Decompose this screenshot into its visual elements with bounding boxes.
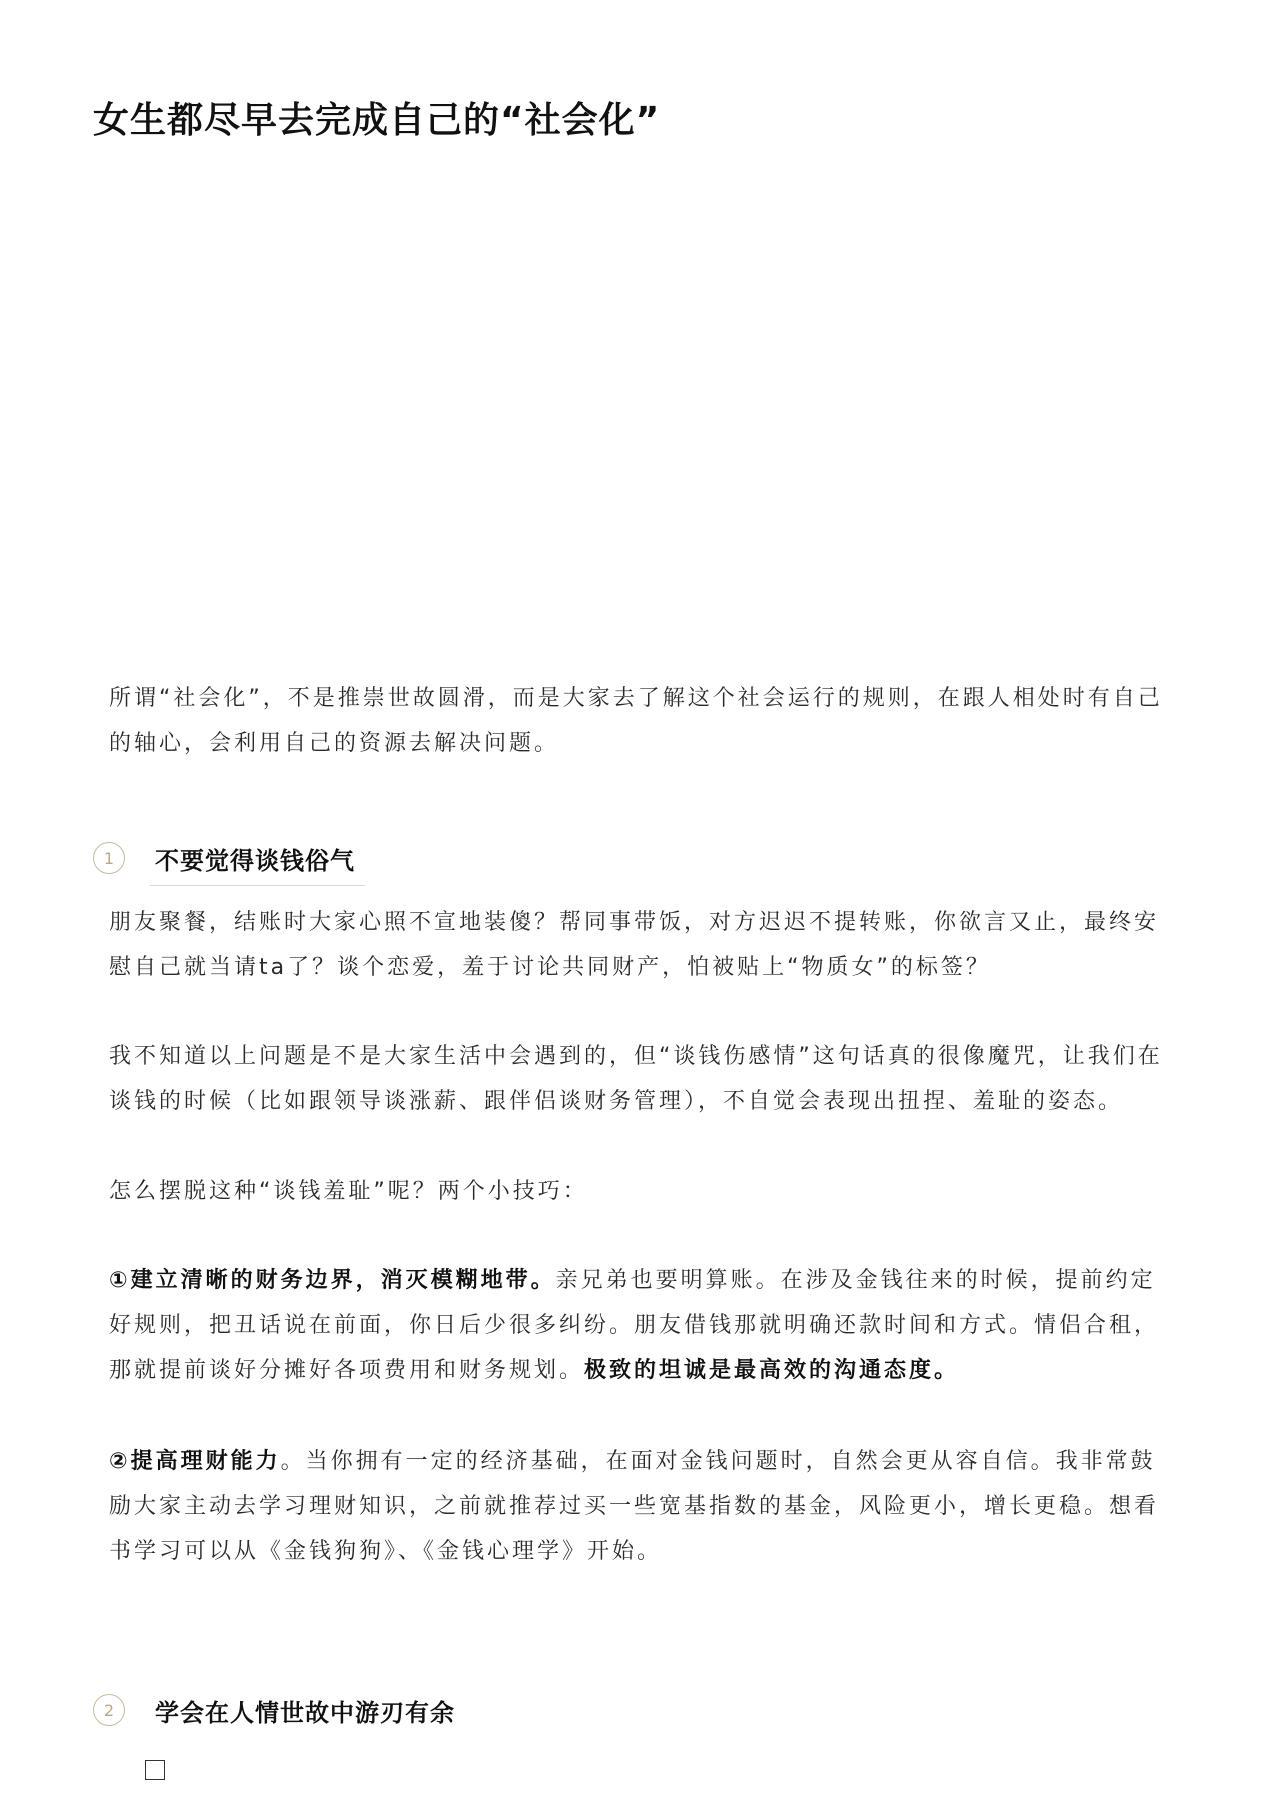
paragraph-line xyxy=(109,1258,1174,1303)
paragraph-line: 朋友聚餐，结账时大家心照不宣地装傻？帮同事带饭，对方迟迟不提转账，你欲言又止，最终安 xyxy=(109,910,1160,935)
section-2-heading: 学会在人情世故中游刃有余 xyxy=(155,1698,455,1727)
paragraph-line: 慰自己就当请ta了？谈个恋爱，羞于讨论共同财产，怕被贴上“物质女”的标签？ xyxy=(109,955,991,980)
paragraph-line: 好规则，把丑话说在前面，你日后少很多纠纷。朋友借钱那就明确还款时间和方式。情侣合租， xyxy=(109,1313,1160,1338)
intro-line: 所谓“社会化”，不是推崇世故圆滑，而是大家去了解这个社会运行的规则，在跟人相处时有自己 xyxy=(109,686,1163,711)
tip-2-bold-lead: ②提高理财能力 xyxy=(109,1449,281,1474)
section-number-badge: 2 xyxy=(93,1694,125,1726)
paragraph-line: 谈钱的时候（比如跟领导谈涨薪、跟伴侣谈财务管理），不自觉会表现出扭捏、羞耻的姿态。 xyxy=(109,1089,1124,1114)
intro-line: 的轴心，会利用自己的资源去解决问题。 xyxy=(109,731,560,756)
section-1-paragraph-2 xyxy=(109,1034,1174,1124)
article-title: 女生都尽早去完成自己的“社会化” xyxy=(93,100,661,141)
tip-1-paragraph xyxy=(109,1258,1174,1393)
section-1-header xyxy=(93,838,355,878)
section-1-paragraph-1 xyxy=(109,900,1174,990)
tip-1-bold-conclusion: 极致的坦诚是最高效的沟通态度。 xyxy=(584,1358,960,1383)
tip-2-text: 。当你拥有一定的经济基础，在面对金钱问题时，自然会更从容自信。我非常鼓 xyxy=(280,1449,1156,1474)
section-2-header xyxy=(93,1690,455,1730)
tip-2-paragraph xyxy=(109,1439,1174,1574)
intro-paragraph xyxy=(109,676,1174,766)
paragraph-line: 我不知道以上问题是不是大家生活中会遇到的，但“谈钱伤感情”这句话真的很像魔咒，让我们在 xyxy=(109,1044,1163,1069)
section-1-paragraph-3 xyxy=(109,1169,1174,1214)
paragraph-line: 励大家主动去学习理财知识，之前就推荐过买一些宽基指数的基金，风险更小，增长更稳。想看 xyxy=(109,1494,1160,1519)
paragraph-line xyxy=(109,1439,1174,1484)
section-1-heading: 不要觉得谈钱俗气 xyxy=(155,846,355,875)
tip-1-bold-lead: ①建立清晰的财务边界，消灭模糊地带。 xyxy=(109,1268,556,1293)
section-heading-divider xyxy=(150,885,365,886)
checkbox-square[interactable] xyxy=(145,1760,165,1780)
paragraph-line: 怎么摆脱这种“谈钱羞耻”呢？两个小技巧： xyxy=(109,1179,588,1204)
tip-1-text: 亲兄弟也要明算账。在涉及金钱往来的时候，提前约定 xyxy=(555,1268,1156,1293)
paragraph-line xyxy=(109,1348,1174,1393)
tip-1-text: 那就提前谈好分摊好各项费用和财务规划。 xyxy=(109,1358,585,1383)
section-number-badge: 1 xyxy=(93,842,125,874)
paragraph-line: 书学习可以从《金钱狗狗》、《金钱心理学》开始。 xyxy=(109,1539,663,1564)
